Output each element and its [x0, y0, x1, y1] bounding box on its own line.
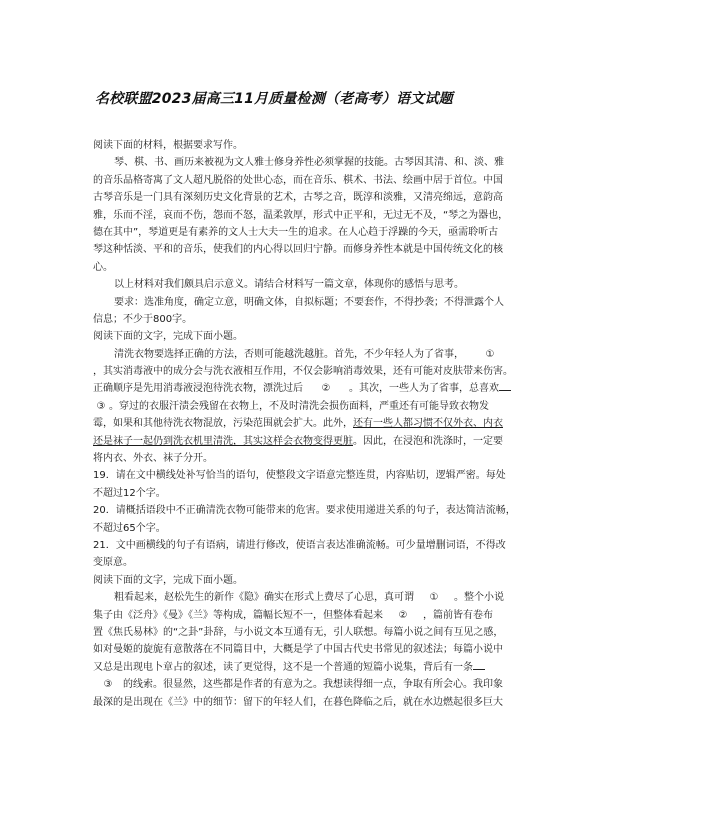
essay-requirements: 信息；不少于800字。 — [93, 313, 193, 325]
answer-blank[interactable]: ① — [464, 346, 516, 363]
laundry-line: 将内衣、外衣、袜子分开。 — [93, 453, 213, 465]
page-title: 名校联盟2023届高三11月质量检测（老高考）语文试题 — [95, 91, 453, 107]
essay-paragraph-line: 德在其中”，琴道更是有素养的文人士大夫一生的追求。在人心趋于浮躁的今天，亟需聆听古 — [93, 226, 499, 238]
essay-paragraph-line: 心。 — [93, 261, 113, 273]
reading-line: 置《焦氏易林》的“之卦”卦辞，与小说文本互通有无，引人联想。每篇小说之间有互见之感， — [93, 626, 504, 638]
answer-blank[interactable]: ① — [414, 589, 454, 606]
question-20: 不超过65个字。 — [93, 522, 166, 534]
answer-blank[interactable]: ② — [383, 607, 423, 624]
laundry-line: ③ 。穿过的衣服汗渍会残留在衣物上，不及时清洗会损伤面料，严重还有可能导致衣物发 — [93, 398, 555, 415]
essay-prompt: 以上材料对我们颇具启示意义。请结合材料写一篇文章，体现你的感悟与思考。 — [114, 279, 464, 291]
question-21: 21．文中画横线的句子有语病，请进行修改，使语言表达准确流畅。可少量增删词语，不得改 — [93, 539, 506, 551]
essay-instruction: 阅读下面的材料，根据要求写作。 — [93, 140, 243, 151]
reading-instruction: 阅读下面的文字，完成下面小题。 — [93, 574, 243, 586]
document-body — [93, 137, 555, 711]
essay-paragraph-line: 琴、棋、书、画历来被视为文人雅士修身养性必须掌握的技能。古琴因其清、和、淡、雅 — [114, 157, 504, 169]
laundry-line: 正确顺序是先用消毒液浸泡待洗衣物，漂洗过后 ② 。其次，一些人为了省事，总喜欢 — [93, 380, 555, 397]
answer-blank[interactable] — [499, 390, 511, 391]
essay-paragraph-line: 古琴音乐是一门具有深刻历史文化背景的艺术，古琴之音，既淳和淡雅，又清亮绵远，意韵高 — [93, 192, 503, 204]
essay-paragraph-line: 雅，乐而不淫，哀而不伤，怨而不怒，温柔敦厚，形式中正平和，无过无不及，“琴之为器也， — [93, 209, 509, 221]
underlined-sentence: 还有一些人都习惯不仅外衣、内衣 — [353, 418, 503, 430]
reading-line: 最深的是出现在《兰》中的细节：留下的年轻人们，在暮色降临之后，就在水边燃起很多巨大 — [93, 696, 503, 708]
laundry-line: ，其实消毒液中的成分会与洗衣液相互作用，不仅会影响消毒效果，还有可能对皮肤带来伤害。 — [93, 366, 513, 378]
answer-blank[interactable]: ③ — [93, 676, 123, 693]
essay-requirements: 要求：选准角度，确定立意，明确文体，自拟标题；不要套作，不得抄袭；不得泄露个人 — [114, 296, 504, 308]
question-20: 20．请概括语段中不正确清洗衣物可能带来的危害。要求使用递进关系的句子，表达简洁流畅， — [93, 505, 516, 517]
essay-paragraph-line: 琴这种恬淡、平和的音乐，使我们的内心得以回归宁静。而修身养性本就是中国传统文化的核 — [93, 244, 503, 256]
laundry-line: 霉，如果和其他待洗衣物混放，污染范围就会扩大。此外，还有一些人都习惯不仅外衣、内衣 — [93, 418, 503, 430]
question-19: 19．请在文中横线处补写恰当的语句，使整段文字语意完整连贯，内容贴切，逻辑严密。每处 — [93, 470, 506, 482]
reading-line: 粗看起来，赵松先生的新作《隐》确实在形式上费尽了心思，真可谓 ① 。整个小说 — [93, 589, 555, 606]
reading-line: ③ 的线索。很显然，这些都是作者的有意为之。我想读得细一点，争取有所会心。我印象 — [93, 676, 555, 693]
essay-paragraph-line: 的音乐品格寄寓了文人超凡脱俗的处世心态，而在音乐、棋术、书法、绘画中居于首位。中国 — [93, 174, 503, 186]
laundry-instruction: 阅读下面的文字，完成下面小题。 — [93, 331, 243, 343]
reading-line: 又总是出现电卜章占的叙述，读了更觉得，这不是一个普通的短篇小说集，背后有一条 — [93, 659, 555, 676]
question-21: 变原意。 — [93, 557, 133, 569]
answer-blank[interactable]: ③ — [93, 398, 109, 415]
question-19: 不超过12个字。 — [93, 487, 166, 499]
reading-line: 如对曼姬的旋旎有意散落在不同篇目中，大概是学了中国古代史书常见的叙述法；每篇小说中 — [93, 644, 503, 656]
laundry-line: 清洗衣物要选择正确的方法，否则可能越洗越脏。首先，不少年轻人为了省事， ① — [93, 346, 555, 363]
reading-line: 集子由《泛舟》《曼》《兰》等构成，篇幅长短不一，但整体看起来 ② ，篇前皆有卷布 — [93, 607, 555, 624]
laundry-line: 还是袜子一起仍到洗衣机里清洗，其实这样会衣物变得更脏。因此，在浸泡和洗涤时，一定要 — [93, 435, 503, 447]
answer-blank[interactable] — [473, 669, 485, 670]
underlined-sentence: 还是袜子一起仍到洗衣机里清洗，其实这样会衣物变得更脏 — [93, 435, 353, 447]
answer-blank[interactable]: ② — [303, 380, 349, 397]
